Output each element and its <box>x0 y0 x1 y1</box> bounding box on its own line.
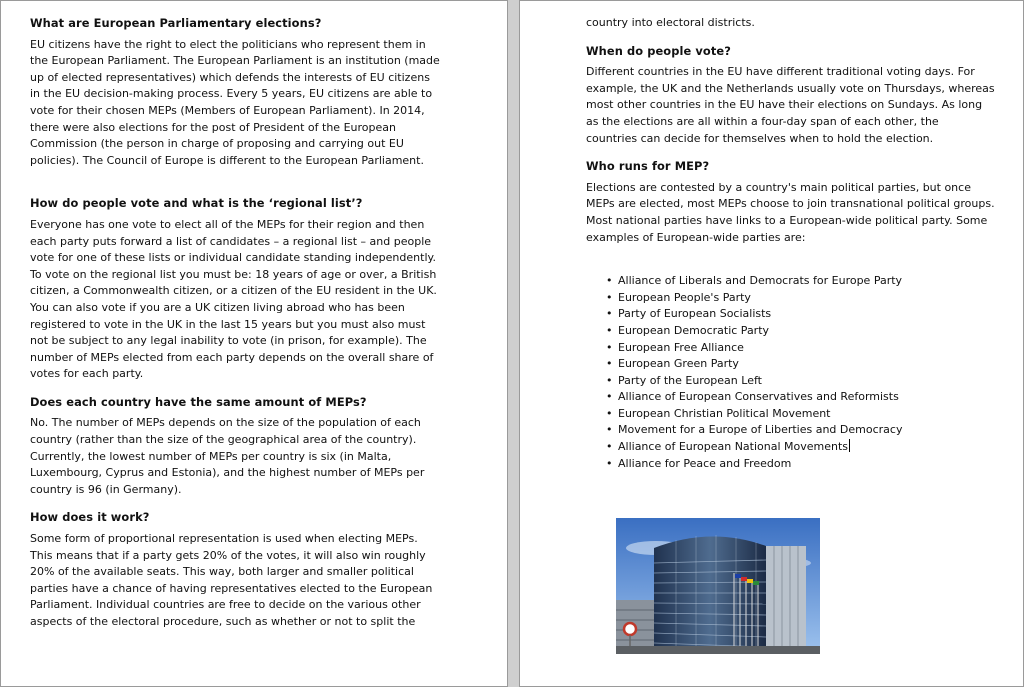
continuation-line: country into electoral districts. <box>586 16 755 29</box>
list-item: • European Free Alliance <box>606 340 1023 357</box>
european-parliament-photo[interactable] <box>616 518 820 654</box>
list-item: • Alliance of Liberals and Democrats for Europe Party <box>606 273 1023 290</box>
list-item-text: Alliance of European National Movements <box>618 440 849 454</box>
list-item: • European Christian Political Movement <box>606 406 1023 423</box>
list-item: • Alliance for Peace and Freedom <box>606 456 1023 473</box>
list-item: • Party of the European Left <box>606 373 1023 390</box>
heading-same-amount-meps: Does each country have the same amount of MEPs? <box>30 394 367 409</box>
list-item: • Alliance of European Conservatives and Reformists <box>606 389 1023 406</box>
list-item-with-caret[interactable] <box>606 439 1023 456</box>
list-item: • European Green Party <box>606 356 1023 373</box>
page-gap <box>508 0 519 687</box>
heading-when-do-people-vote: When do people vote? <box>586 43 731 58</box>
list-item: • Party of European Socialists <box>606 306 1023 323</box>
text-cursor <box>849 439 850 452</box>
heading-what-are-elections: What are European Parliamentary elections? <box>30 16 322 30</box>
document-page-left[interactable] <box>0 0 508 687</box>
heading-how-does-it-work: How does it work? <box>30 510 150 525</box>
paragraph-when-do-people-vote: Different countries in the EU have different traditional voting days. For example, the UK and the Netherlands usually vote on Thursdays, whereas most other countries in the EU have their elections on Sundays. As long as the elections are all within a four-day span of each other, the countries can decide for themselves when to hold the election. <box>586 65 995 145</box>
list-item: • European People's Party <box>606 290 1023 307</box>
heading-how-do-people-vote: How do people vote and what is the ‘regional list’? <box>30 196 363 211</box>
paragraph-who-runs-for-mep: Elections are contested by a country's main political parties, but once MEPs are elected, most MEPs choose to join transnational political groups. Most national parties have links to a European-wide political party. Some examples of European-wide parties are: <box>586 180 995 244</box>
paragraph-how-do-people-vote: Everyone has one vote to elect all of the MEPs for their region and then each party puts forward a list of candidates – a regional list – and people vote for one of these lists or individual candidate standing independently. To vote on the regional list you must be: 18 years of age or over, a British citizen, a Commonwealth citizen, or a citizen of the EU resident in the UK. You can also vote if you are a UK citizen living abroad who has been registered to vote in the UK in the last 15 years but you must also must not be subject to any legal inability to vote (in prison, for example). The number of MEPs elected from each party depends on the overall share of votes for each party. <box>30 217 437 381</box>
list-item: • European Democratic Party <box>606 323 1023 340</box>
party-list <box>586 273 1023 472</box>
heading-who-runs-for-mep: Who runs for MEP? <box>586 159 710 174</box>
document-page-right[interactable] <box>519 0 1024 687</box>
paragraph-how-does-it-work: Some form of proportional representation is used when electing MEPs. This means that if a party gets 20% of the votes, it will also win roughly 20% of the available seats. This way, both larger and smaller political parties have a chance of having representatives elected to the European Parliament. Individual countries are free to decide on the various other aspects of the electoral procedure, such as whether or not to split the <box>30 532 433 628</box>
european-parliament-building-photo-icon <box>616 518 820 654</box>
paragraph-same-amount-meps: No. The number of MEPs depends on the size of the population of each country (rather than the size of the geographical area of the country). Currently, the lowest number of MEPs per country is six (in Malta, Luxembourg, Cyprus and Estonia), and the highest number of MEPs per country is 96 (in Germany). <box>30 416 425 496</box>
list-item: • Movement for a Europe of Liberties and Democracy <box>606 422 1023 439</box>
paragraph-what-are-elections: EU citizens have the right to elect the politicians who represent them in the European Parliament. The European Parliament is an institution (made up of elected representatives) which defends the interests of EU citizens in the EU decision-making process. Every 5 years, EU citizens are able to vote for their chosen MEPs (Members of European Parliament). In 2014, there were also elections for the post of President of the European Commission (the person in charge of proposing and carrying out EU policies). The Council of Europe is different to the European Parliament. <box>30 37 440 167</box>
